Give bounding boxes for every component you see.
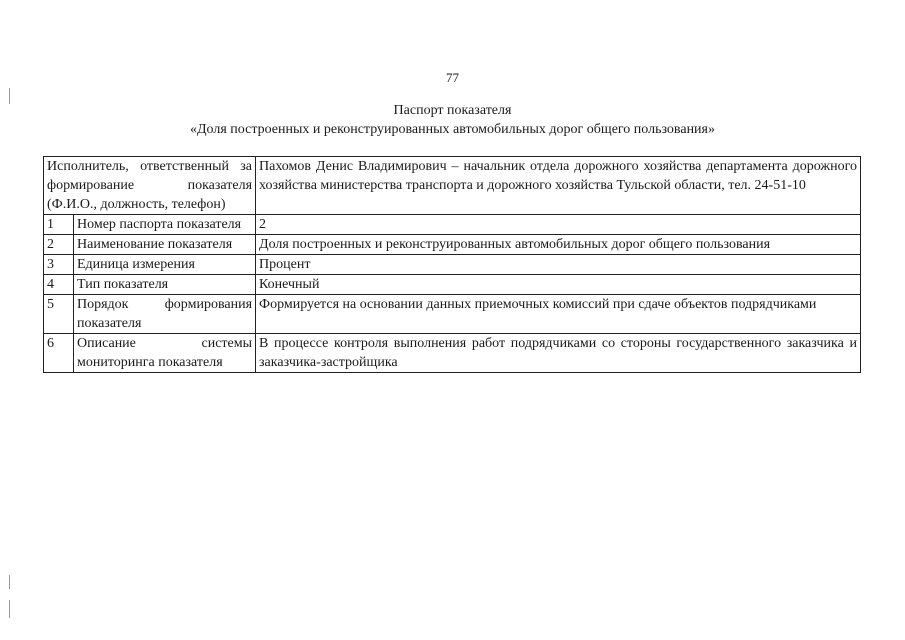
- title-line-2: «Доля построенных и реконструированных автомобильных дорог общего пользования»: [190, 122, 715, 137]
- table-row: [44, 275, 861, 295]
- title-line-1: Паспорт показателя: [393, 103, 512, 118]
- row-value: В процессе контроля выполнения работ подрядчиками со стороны государственного заказчика и заказчика-застройщика: [256, 334, 861, 373]
- scan-mark: [9, 600, 10, 618]
- row-label: Номер паспорта показателя: [74, 215, 256, 235]
- row-label: Описание системы мониторинга показателя: [74, 334, 256, 373]
- row-number: 6: [44, 334, 74, 373]
- document-title: [0, 101, 905, 139]
- table-row: [44, 295, 861, 334]
- row-value: Формируется на основании данных приемочных комиссий при сдаче объектов подрядчиками: [256, 295, 861, 334]
- row-value: Процент: [256, 255, 861, 275]
- table-row-executor: [44, 157, 861, 215]
- row-value: 2: [256, 215, 861, 235]
- indicator-passport-table: [43, 156, 861, 373]
- row-number: 2: [44, 235, 74, 255]
- executor-value: Пахомов Денис Владимирович – начальник отдела дорожного хозяйства департамента дорожного хозяйства министерства транспорта и дорожного хозяйства Тульской области, тел. 24-51-10: [256, 157, 861, 215]
- table-row: [44, 255, 861, 275]
- table-row: [44, 215, 861, 235]
- row-number: 3: [44, 255, 74, 275]
- executor-label: Исполнитель, ответственный за формирование показателя (Ф.И.О., должность, телефон): [44, 157, 256, 215]
- page-number: 77: [446, 70, 459, 85]
- row-value: Конечный: [256, 275, 861, 295]
- row-label: Единица измерения: [74, 255, 256, 275]
- row-value: Доля построенных и реконструированных автомобильных дорог общего пользования: [256, 235, 861, 255]
- table-row: [44, 235, 861, 255]
- row-number: 5: [44, 295, 74, 334]
- row-label: Наименование показателя: [74, 235, 256, 255]
- scan-mark: [9, 575, 10, 589]
- scan-mark: [9, 88, 10, 104]
- table-row: [44, 334, 861, 373]
- row-number: 4: [44, 275, 74, 295]
- row-number: 1: [44, 215, 74, 235]
- row-label: Тип показателя: [74, 275, 256, 295]
- row-label: Порядок формирования показателя: [74, 295, 256, 334]
